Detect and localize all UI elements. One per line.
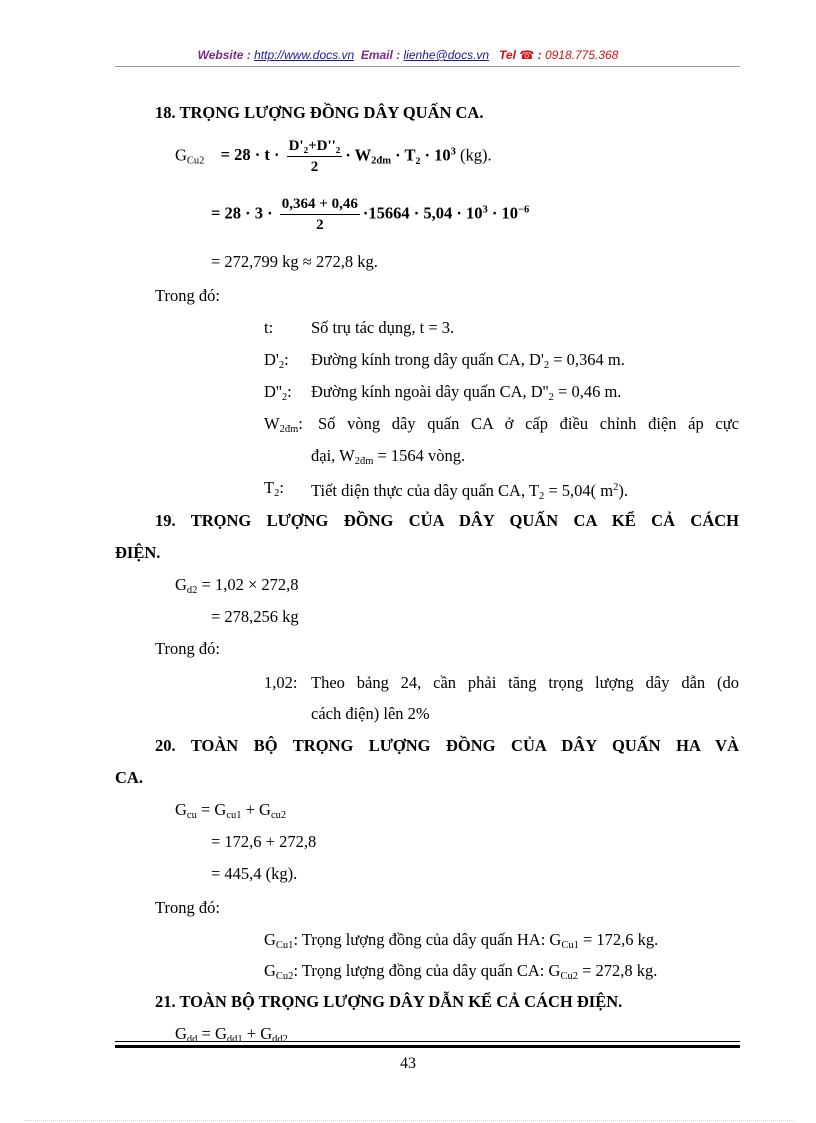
term-d-outer: $D''_2$: [264, 382, 292, 403]
header-divider [115, 66, 740, 67]
term-t: t: [264, 318, 274, 337]
section-20-title-line2: CA. [115, 768, 143, 787]
email-link[interactable]: lienhe@docs.vn [403, 48, 490, 62]
desc-w-line1: Số vòng dây quấn CA ở cấp điều chỉnh điện áp cực [318, 414, 739, 433]
phone-number: 0918.775.368 [544, 48, 619, 62]
term-w: $W_{2đm}$: [264, 414, 303, 435]
desc-factor-line2: cách điện) lên 2% [311, 704, 430, 723]
desc-d-outer: Đường kính ngoài dây quấn CA, $D''_2 = 0,46$ m. [311, 382, 622, 403]
footer-divider-thin [115, 1041, 740, 1042]
section-19-title-line1: 19. TRỌNG LƯỢNG ĐỒNG CỦA DÂY QUẤN CA KỂ CẢ CÁCH [155, 511, 739, 530]
desc-gcu1: $G_{Cu1}$: Trọng lượng đồng của dây quấn HA: $G_{Cu1} = 172,6$ kg. [264, 930, 659, 951]
where-label-19: Trong đó: [155, 639, 220, 658]
formula-18-line1: $G_{Cu2} = 28 \cdot t$ · $\frac{\text{D'₂+D''₂}}{2}$ · $W_{2đm} \cdot T_2 \cdot 10^3$ (kg). [175, 138, 492, 175]
formula-20-line2: = 172,6 + 272,8 [211, 832, 317, 851]
formula-20-result: = 445,4 (kg). [211, 864, 298, 883]
formula-20-line1: $G_{cu} = G_{cu1} + G_{cu2}$ [175, 800, 287, 821]
section-19-title-line2: ĐIỆN. [115, 543, 161, 562]
section-21-title: 21. TOÀN BỘ TRỌNG LƯỢNG DÂY DẪN KỂ CẢ CÁCH ĐIỆN. [155, 992, 623, 1011]
website-link[interactable]: http://www.docs.vn [254, 48, 355, 62]
formula-19-line1: $G_{d2} = 1,02 \times 272,8$ [175, 575, 299, 596]
fraction-d2: $\frac{\text{D'₂+D''₂}}{2}$ [288, 138, 341, 175]
term-t2: $T_2$: [264, 478, 284, 499]
email-label: Email : [360, 48, 404, 62]
desc-gcu2: $G_{Cu2}$: Trọng lượng đồng của dây quấn CA: $G_{Cu2} = 272,8$ kg. [264, 961, 658, 982]
desc-w-line2: đại, $W_{2đm} = 1564$ vòng. [311, 446, 466, 467]
formula-18-result: = 272,799 kg ≈ 272,8 kg. [211, 252, 378, 271]
fraction-values: $\frac{0,364 + 0,46}{2}$ [281, 196, 358, 233]
section-18-title: 18. TRỌNG LƯỢNG ĐỒNG DÂY QUẤN CA. [155, 103, 484, 122]
formula-21-line1: $G_{dd} = G_{dd1} + G_{dd2}$ [175, 1024, 288, 1045]
desc-factor-line1: Theo bảng 24, cần phải tăng trọng lượng dây dẫn (do [311, 673, 739, 692]
desc-t: Số trụ tác dụng, t = 3. [311, 318, 455, 337]
tel-label: Tel ☎ : [499, 48, 545, 62]
page-header [0, 48, 816, 62]
term-d-inner: $D'_2$: [264, 350, 289, 371]
desc-t2: Tiết diện thực của dây quấn CA, $T_2 = 5,04$( $m^2$). [311, 481, 629, 502]
page-edge [24, 1120, 794, 1121]
website-label: Website : [197, 48, 255, 62]
where-label-18: Trong đó: [155, 286, 220, 305]
page-number: 43 [400, 1055, 416, 1072]
desc-d-inner: Đường kính trong dây quấn CA, $D'_2 = 0,364$ m. [311, 350, 625, 371]
footer-divider-thick [115, 1045, 740, 1048]
section-20-title-line1: 20. TOÀN BỘ TRỌNG LƯỢNG ĐỒNG CỦA DÂY QUẤN HA VÀ [155, 736, 739, 755]
formula-19-line2: = 278,256 kg [211, 607, 299, 626]
formula-18-line2: = 28 · 3 · $\frac{0,364 + 0,46}{2}$ $\cdot 15664 \cdot 5,04 \cdot 10^3 \cdot 10^{-6}$ [211, 196, 530, 233]
term-factor: 1,02: [264, 673, 298, 692]
where-label-20: Trong đó: [155, 898, 220, 917]
